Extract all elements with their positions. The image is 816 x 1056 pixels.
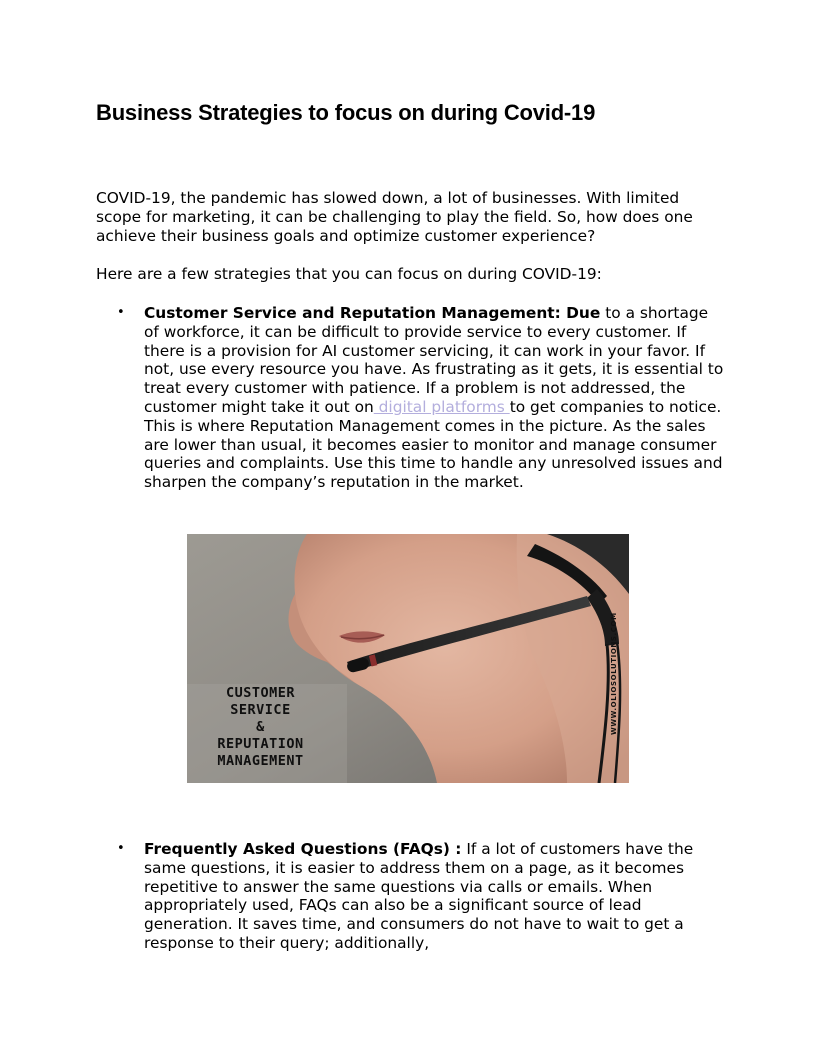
caption-line: SERVICE <box>230 702 291 718</box>
bullet-icon: • <box>117 841 125 856</box>
lead-paragraph: Here are a few strategies that you can focus on during COVID-19: <box>96 265 602 283</box>
document-title: Business Strategies to focus on during Covid-19 <box>96 100 596 125</box>
strategy-text: If a lot of customers have the same questions, it is easier to address them on a page, as it becomes repetitive to answer the same questions via calls or emails. When appropriately used, FAQs can also be a significant source of lead generation. It saves time, and consumers do not have to wait to get a response to their query; additionally, <box>144 840 694 952</box>
strategy-heading: Frequently Asked Questions (FAQs) : <box>144 840 462 858</box>
image-caption <box>198 685 323 770</box>
intro-paragraph: COVID-19, the pandemic has slowed down, a lot of businesses. With limited scope for marketing, it can be challenging to play the field. So, how does one achieve their business goals and optimize customer experience? <box>96 189 693 245</box>
strategy-item-customer-service <box>144 304 726 492</box>
image-watermark: WWW.OLIOSOLUTIONS.COM <box>610 612 618 735</box>
caption-line: MANAGEMENT <box>217 753 304 769</box>
strategy-text-continued: to get companies to notice. This is where Reputation Management comes in the picture. As the sales are lower than usual, it becomes easier to monitor and manage consumer queries and complaints. Use this time to handle any unresolved issues and sharpen the company’s reputation in the market. <box>144 397 723 492</box>
strategy-text: to a shortage of workforce, it can be difficult to provide service to every customer. If there is a provision for AI customer servicing, it can work in your favor. If not, use every resource you have. As frustrating as it gets, it is essential to treat every customer with patience. If a problem is not addressed, the customer might take it out on <box>144 304 724 416</box>
caption-line: & <box>256 719 265 735</box>
digital-platforms-link[interactable]: digital platforms <box>373 397 510 416</box>
strategy-heading: Customer Service and Reputation Management: Due <box>144 304 601 322</box>
bullet-icon: • <box>117 305 125 320</box>
caption-line: REPUTATION <box>217 736 304 752</box>
caption-line: CUSTOMER <box>225 685 296 701</box>
strategy-item-faqs <box>144 840 726 953</box>
